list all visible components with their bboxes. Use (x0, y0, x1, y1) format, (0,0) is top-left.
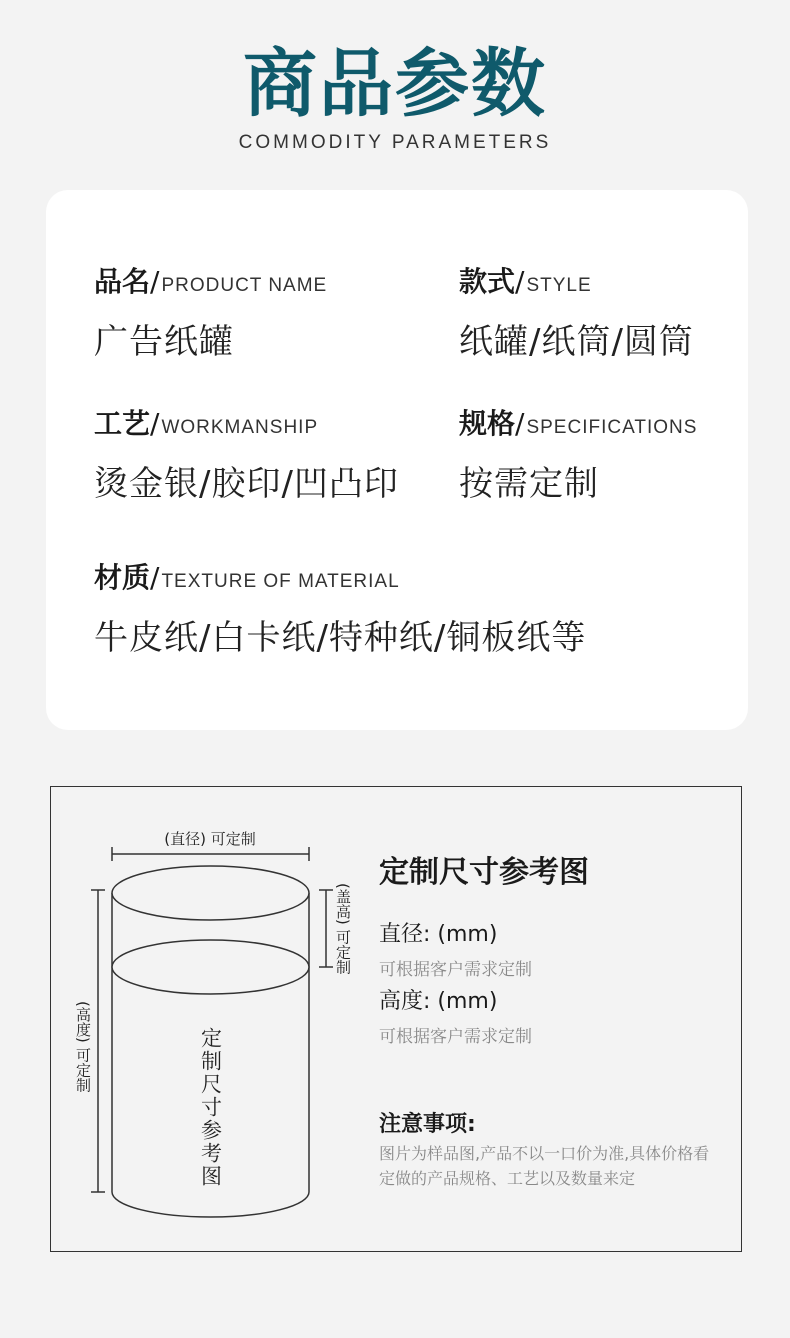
page-title: 商品参数 (243, 41, 547, 127)
param-label-cn: 工艺 (94, 407, 151, 440)
param-label-separator: / (515, 265, 525, 298)
param-label-en: WORKMANSHIP (161, 417, 319, 438)
cylinder-bottom-ellipse (112, 1192, 309, 1217)
param-workmanship (94, 402, 399, 505)
param-value: 广告纸罐 (94, 322, 234, 362)
diameter-spec-label: 直径: (mm) (379, 922, 498, 947)
lid-height-label: (盖高) 可定制 (334, 883, 352, 975)
param-label-cn: 规格 (459, 407, 516, 440)
param-value: 烫金银/胶印/凹凸印 (94, 464, 399, 504)
param-label (459, 402, 697, 442)
param-label-separator: / (150, 561, 160, 594)
param-label-cn: 材质 (94, 561, 151, 594)
body-top-ellipse (112, 940, 309, 994)
diameter-spec-note: 可根据客户需求定制 (379, 960, 532, 980)
page-subtitle: COMMODITY PARAMETERS (238, 132, 552, 153)
param-label-en: TEXTURE OF MATERIAL (161, 571, 400, 592)
param-label-cn: 品名 (94, 265, 151, 298)
parameters-card (46, 190, 748, 730)
param-specifications (459, 402, 697, 505)
notice-text: 图片为样品图,产品不以一口价为准,具体价格看定做的产品规格、工艺以及数量来定 (379, 1144, 710, 1188)
param-label (94, 260, 327, 300)
param-label-cn: 款式 (459, 265, 516, 298)
diameter-label: (直径) 可定制 (164, 830, 256, 848)
notice-title: 注意事项: (379, 1112, 476, 1137)
param-label-en: SPECIFICATIONS (526, 417, 698, 438)
param-style (459, 260, 694, 363)
size-chart-title: 定制尺寸参考图 (379, 855, 589, 890)
cylinder-diagram (51, 787, 371, 1253)
height-spec-label: 高度: (mm) (379, 989, 498, 1014)
param-label (459, 260, 694, 300)
height-spec-note: 可根据客户需求定制 (379, 1027, 532, 1047)
param-value: 按需定制 (459, 464, 599, 504)
param-label (94, 556, 586, 596)
height-label: (高度) 可定制 (74, 1001, 92, 1093)
size-chart-panel (50, 786, 742, 1252)
param-value: 纸罐/纸筒/圆筒 (459, 322, 694, 362)
param-product-name (94, 260, 327, 363)
param-label (94, 402, 399, 442)
param-label-separator: / (515, 407, 525, 440)
param-label-en: STYLE (526, 275, 592, 296)
param-label-separator: / (150, 407, 160, 440)
param-material (94, 556, 586, 659)
lid-top-ellipse (112, 866, 309, 920)
param-label-separator: / (150, 265, 160, 298)
cylinder-body-text: 定制尺寸参考图 (198, 1027, 223, 1188)
param-label-en: PRODUCT NAME (161, 275, 328, 296)
param-value: 牛皮纸/白卡纸/特种纸/铜板纸等 (94, 618, 587, 658)
